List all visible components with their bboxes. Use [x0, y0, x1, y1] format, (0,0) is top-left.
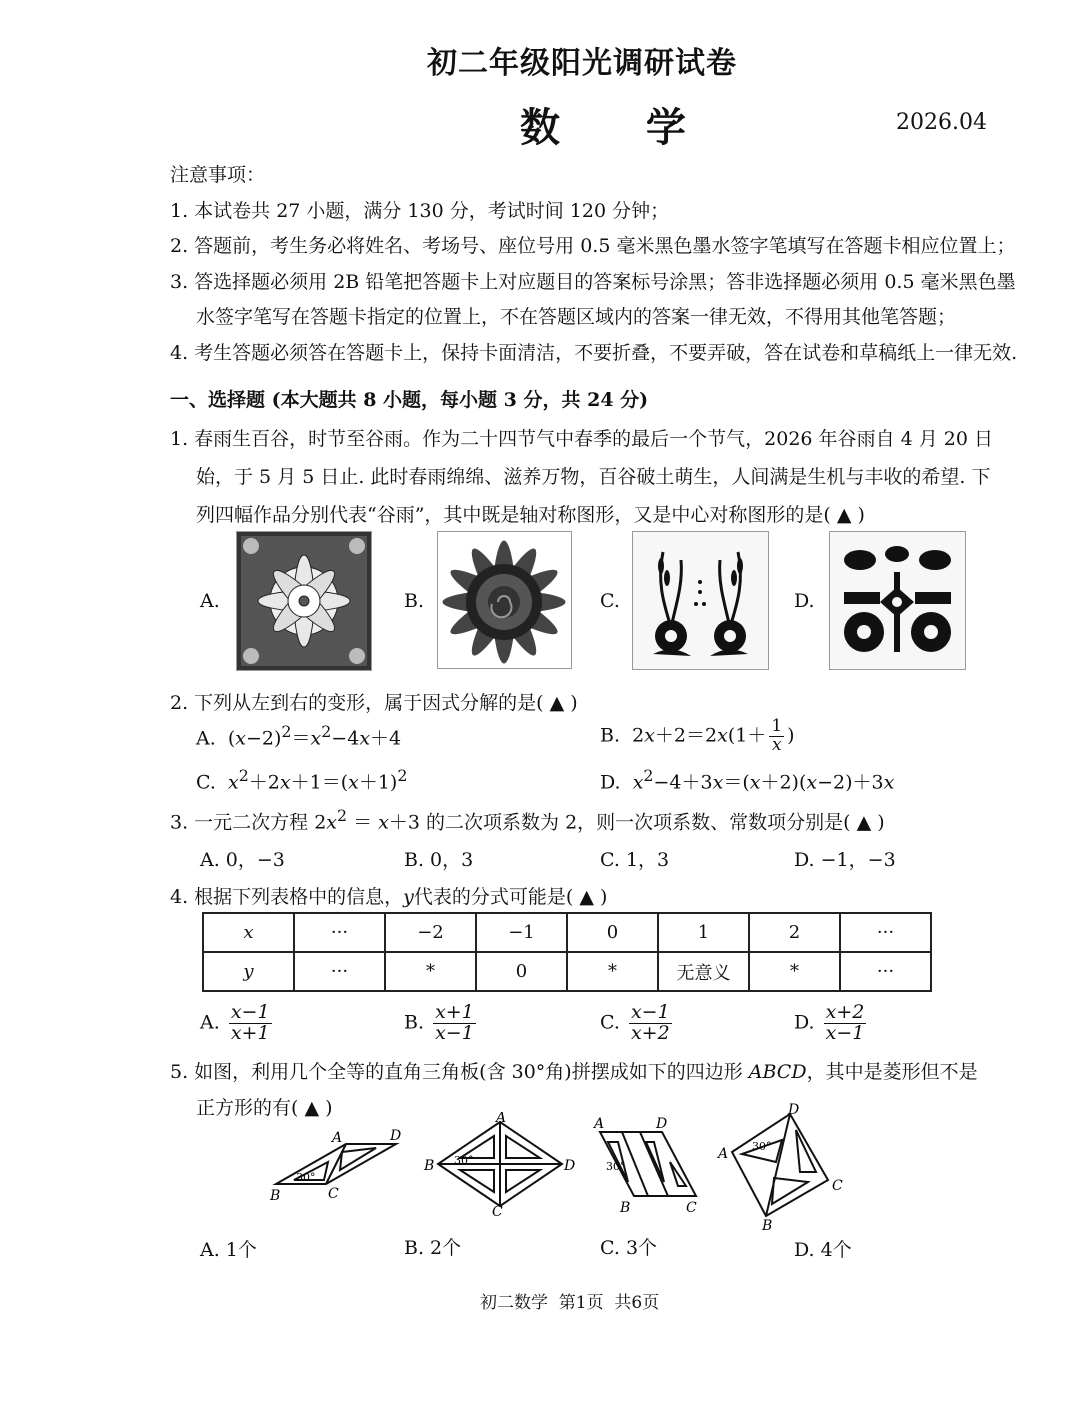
q3-option-d: D. −1，−3 — [794, 849, 896, 871]
vertex-a: A — [332, 1130, 343, 1146]
q4-option-b-numerator: x+1 — [435, 1001, 474, 1023]
q2-option-a-label: A. — [196, 727, 216, 750]
q2-option-c: C. $x^2+2x+1=(x+1)^2$ — [196, 766, 408, 794]
vertex-c: C — [832, 1178, 843, 1194]
table-cell: −1 — [476, 913, 567, 952]
vertex-c: C — [492, 1204, 503, 1216]
vertex-d: D — [656, 1116, 668, 1132]
q5-stem-line-2: 正方形的有( ▲ ) — [196, 1097, 333, 1119]
q3-stem-a: 3. 一元二次方程 2 — [170, 811, 327, 834]
q1-line-1: 1. 春雨生百谷，时节至谷雨。作为二十四节气中春季的最后一个节气，2026 年谷雨自 4 月 20 日 — [170, 428, 993, 450]
q2-option-a: A. $(x-2)^2=x^2-4x+4$ — [196, 722, 402, 750]
vertex-d: D — [390, 1128, 402, 1144]
q5-option-d: D. 4个 — [794, 1239, 852, 1261]
q3-option-b: B. 0，3 — [404, 849, 474, 871]
vertex-b: B — [424, 1158, 435, 1174]
q1-option-a-label: A. — [200, 590, 220, 612]
q4-option-c-numerator: x−1 — [630, 1001, 670, 1023]
notes-heading: 注意事项： — [170, 164, 266, 186]
q5-figure-2 — [420, 1112, 580, 1216]
q1-figure-a-snowflake — [236, 531, 372, 671]
q2-option-d: D. $x^2-4+3x=(x+2)(x-2)+3x$ — [600, 766, 895, 794]
vertex-d: D — [788, 1102, 800, 1118]
q5-option-c: C. 3个 — [600, 1237, 658, 1259]
table-cell: 0 — [476, 952, 567, 991]
subject-title: 数 学 — [520, 104, 722, 151]
q5-figure-3 — [588, 1112, 708, 1218]
q3-stem: 3. 一元二次方程 $2x^2 = x+3$ 的二次项系数为 2，则一次项系数、常数项分别是( ▲ ) — [170, 806, 885, 834]
note-item-2: 2. 答题前，考生务必将姓名、考场号、座位号用 0.5 毫米黑色墨水签字笔填写在答题卡相应位置上； — [170, 235, 1016, 257]
table-cell: ··· — [294, 952, 385, 991]
note-item-4: 4. 考生答题必须答在答题卡上，保持卡面清洁，不要折叠，不要弄破，答在试卷和草稿纸上一律无效. — [170, 342, 1018, 364]
q3-option-c: C. 1，3 — [600, 849, 670, 871]
q4-stem-a: 4. 根据下列表格中的信息， — [170, 886, 404, 908]
q5-quadrilateral-name: ABCD — [748, 1061, 807, 1083]
q1-figure-c-paper-cut — [632, 531, 769, 670]
q4-stem-b: 代表的分式可能是( ▲ ) — [413, 886, 608, 908]
table-cell: * — [385, 952, 476, 991]
q5-option-a: A. 1个 — [200, 1239, 257, 1261]
q4-option-a-numerator: x−1 — [230, 1001, 270, 1023]
q4-option-d-label: D. — [794, 1011, 815, 1034]
q2-option-b: B. 2x＋2＝2x(1＋ $\frac{1}{x}$ ) — [600, 716, 795, 755]
table-cell: 2 — [749, 913, 840, 952]
q5-stem — [170, 1057, 978, 1084]
q4-option-a-label: A. — [200, 1011, 220, 1034]
q2-option-b-label: B. — [600, 724, 621, 747]
q1-line-2: 始，于 5 月 5 日止. 此时春雨绵绵、滋养万物，百谷破土萌生，人间满是生机与丰收的希望. 下 — [196, 466, 991, 488]
q4-option-c-denominator: x+2 — [630, 1021, 670, 1044]
vertex-a: A — [496, 1112, 507, 1126]
vertex-b: B — [270, 1188, 281, 1204]
q5-figure-1 — [266, 1124, 406, 1204]
q4-option-a-denominator: x+1 — [230, 1021, 270, 1044]
angle-label: 30° — [296, 1171, 316, 1184]
vertex-b: B — [762, 1218, 773, 1234]
angle-label: 30° — [752, 1140, 772, 1153]
vertex-a: A — [718, 1146, 729, 1162]
note-item-3-cont: 水签字笔写在答题卡指定的位置上，不在答题区域内的答案一律无效，不得用其他笔答题； — [196, 306, 957, 328]
table-cell: * — [749, 952, 840, 991]
q4-option-b-label: B. — [404, 1011, 425, 1034]
q4-option-a — [200, 1003, 275, 1044]
q4-option-d — [794, 1003, 869, 1044]
vertex-c: C — [328, 1186, 339, 1202]
q5-option-b: B. 2个 — [404, 1237, 462, 1259]
q1-option-b-label: B. — [404, 590, 425, 612]
page-footer: 初二数学 第1页 共6页 — [480, 1293, 660, 1313]
q4-option-d-denominator: x−1 — [825, 1021, 865, 1044]
q4-option-b — [404, 1003, 479, 1044]
q3-stem-c: ＋3 的二次项系数为 2，则一次项系数、常数项分别是( ▲ ) — [388, 811, 885, 834]
q5-figure-4 — [712, 1100, 848, 1234]
exam-date: 2026.04 — [896, 110, 987, 135]
q1-figure-d-paper-cut — [829, 531, 966, 670]
note-item-3: 3. 答选择题必须用 2B 铅笔把答题卡上对应题目的答案标号涂黑；答非选择题必须用 0.5 毫米黑色墨 — [170, 271, 1016, 293]
vertex-c: C — [686, 1200, 697, 1216]
table-cell: y — [203, 952, 294, 991]
vertex-b: B — [620, 1200, 631, 1216]
q1-option-d-label: D. — [794, 590, 815, 612]
q1-line-3: 列四幅作品分别代表“谷雨”，其中既是轴对称图形，又是中心对称图形的是( ▲ ) — [196, 504, 865, 526]
q3-option-a: A. 0，−3 — [200, 849, 285, 871]
q2-stem: 2. 下列从左到右的变形，属于因式分解的是( ▲ ) — [170, 692, 578, 714]
table-cell: 1 — [658, 913, 749, 952]
table-cell: ··· — [294, 913, 385, 952]
vertex-d: D — [564, 1158, 576, 1174]
q4-stem: 4. 根据下列表格中的信息，y代表的分式可能是( ▲ ) — [170, 886, 608, 908]
q5-stem-c: ，其中是菱形但不是 — [806, 1061, 978, 1083]
section-heading: 一、选择题 (本大题共 8 小题，每小题 3 分，共 24 分) — [170, 389, 649, 411]
q4-option-b-denominator: x−1 — [435, 1021, 474, 1044]
exam-title: 初二年级阳光调研试卷 — [427, 46, 737, 81]
q5-stem-a: 5. 如图，利用几个全等的直角三角板(含 30°角)拼摆成如下的四边形 — [170, 1061, 749, 1083]
table-row-x — [203, 913, 931, 952]
note-item-1: 1. 本试卷共 27 小题，满分 130 分，考试时间 120 分钟； — [170, 200, 670, 222]
angle-label: 30° — [454, 1154, 474, 1167]
q2-option-d-label: D. — [600, 771, 621, 794]
table-cell: * — [567, 952, 658, 991]
vertex-a: A — [594, 1116, 605, 1132]
q4-option-d-numerator: x+2 — [825, 1001, 865, 1023]
table-cell: ··· — [840, 952, 931, 991]
q4-value-table — [202, 912, 932, 992]
angle-label: 30° — [606, 1160, 626, 1173]
table-cell: −2 — [385, 913, 476, 952]
q1-option-c-label: C. — [600, 590, 620, 612]
q1-figure-b-sunflower — [437, 531, 572, 669]
table-cell: ··· — [840, 913, 931, 952]
table-cell: 0 — [567, 913, 658, 952]
q2-option-c-label: C. — [196, 771, 216, 794]
q3-stem-b: ＝ — [353, 811, 373, 834]
q4-option-c — [600, 1003, 675, 1044]
table-row-y — [203, 952, 931, 991]
q4-option-c-label: C. — [600, 1011, 620, 1034]
table-cell: 无意义 — [658, 952, 749, 991]
table-cell: x — [203, 913, 294, 952]
